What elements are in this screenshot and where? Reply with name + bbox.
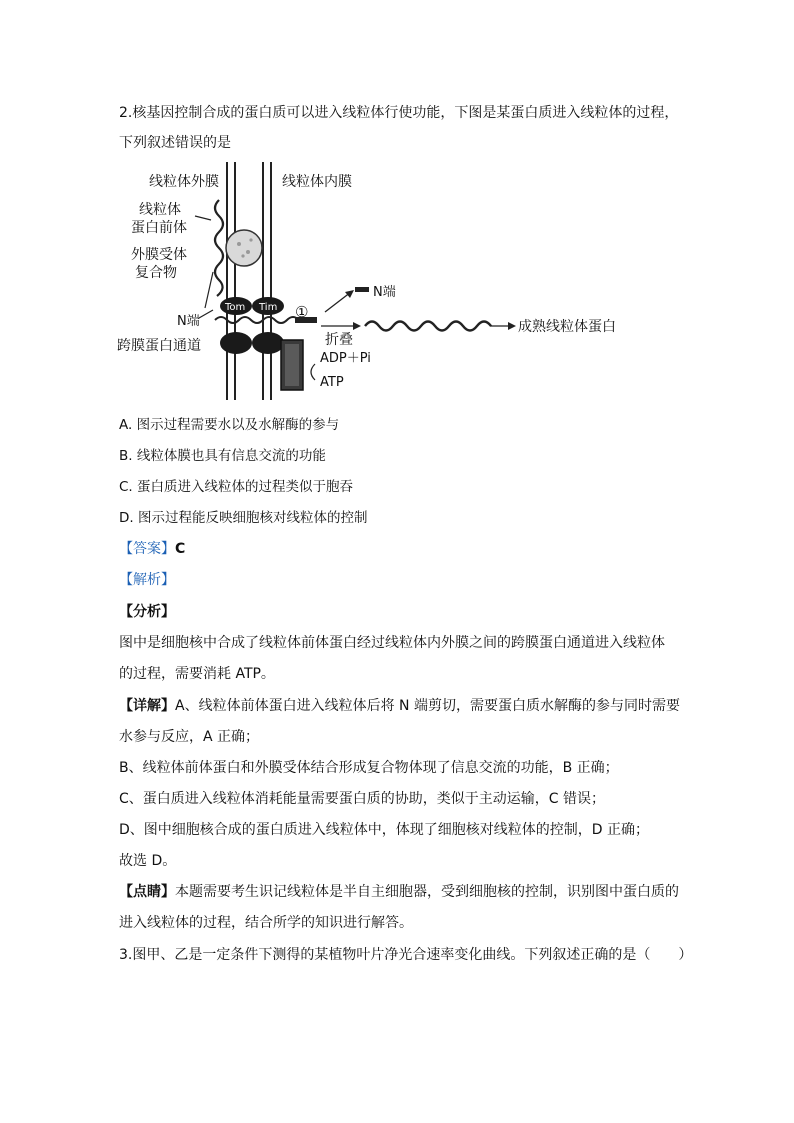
mature-protein — [365, 322, 491, 331]
option-a: A. 图示过程需要水以及水解酶的参与 — [119, 417, 340, 433]
dianjing-row1 — [119, 883, 679, 901]
atp-label: ATP — [320, 375, 344, 390]
channel-inner-blob — [252, 332, 284, 354]
option-c: C. 蛋白质进入线粒体的过程类似于胞吞 — [119, 479, 354, 495]
q2-stem-line1: 2.核基因控制合成的蛋白质可以进入线粒体行使功能，下图是某蛋白质进入线粒体的过程， — [119, 105, 679, 121]
answer-value: C — [175, 541, 186, 557]
tim-label: Tim — [259, 302, 278, 313]
n-end-right-label: N端 — [373, 285, 396, 300]
channel-label: 跨膜蛋白通道 — [117, 338, 201, 354]
fold-label: 折叠 — [325, 332, 353, 348]
detail-line3: B、线粒体前体蛋白和外膜受体结合形成复合物体现了信息交流的功能，B 正确； — [119, 760, 619, 776]
inner-membrane-label: 线粒体内膜 — [282, 174, 352, 190]
answer-tag: 【答案】 — [119, 541, 175, 557]
detail-line4: C、蛋白质进入线粒体消耗能量需要蛋白质的协助，类似于主动运输，C 错误； — [119, 791, 605, 807]
detail-tag: 【详解】 — [119, 698, 175, 714]
tom-label: Tom — [225, 302, 246, 313]
analysis-tag: 【解析】 — [119, 572, 175, 588]
mitochondria-import-figure — [115, 160, 616, 405]
receptor-label-2: 复合物 — [135, 265, 177, 281]
answer-row — [119, 540, 185, 558]
detail-line5: D、图中细胞核合成的蛋白质进入线粒体中，体现了细胞核对线粒体的控制，D 正确； — [119, 822, 650, 838]
detail-line6: 故选 D。 — [119, 853, 177, 869]
outer-membrane-label: 线粒体外膜 — [149, 174, 219, 190]
fenxi-line2: 的过程，需要消耗 ATP。 — [119, 666, 275, 682]
fenxi-line1: 图中是细胞核中合成了线粒体前体蛋白经过线粒体内外膜之间的跨膜蛋白通道进入线粒体 — [119, 635, 665, 651]
q2-stem-line2: 下列叙述错误的是 — [119, 135, 231, 151]
detail-row1 — [119, 697, 680, 715]
option-b: B. 线粒体膜也具有信息交流的功能 — [119, 448, 326, 464]
q3-stem: 3.图甲、乙是一定条件下测得的某植物叶片净光合速率变化曲线。下列叙述正确的是（ ） — [119, 947, 693, 963]
precursor-label-2: 蛋白前体 — [131, 220, 187, 236]
fenxi-tag: 【分析】 — [119, 604, 175, 620]
n-end-left-label: N端 — [177, 314, 200, 329]
receptor-complex — [226, 230, 262, 266]
channel-outer-blob — [220, 332, 252, 354]
outer-membrane — [227, 162, 235, 400]
receptor-label-1: 外膜受体 — [131, 247, 187, 263]
option-d: D. 图示过程能反映细胞核对线粒体的控制 — [119, 510, 368, 526]
step-one-label: ① — [295, 303, 309, 321]
inner-membrane — [263, 162, 271, 400]
dianjing-tag: 【点睛】 — [119, 884, 175, 900]
adp-label: ADP＋Pi — [320, 351, 371, 366]
precursor-protein — [215, 200, 223, 296]
precursor-label-1: 线粒体 — [139, 202, 181, 218]
detail-line2: 水参与反应，A 正确； — [119, 729, 260, 745]
dianjing-line1: 本题需要考生识记线粒体是半自主细胞器，受到细胞核的控制，识别图中蛋白质的 — [175, 884, 679, 900]
mature-protein-label: 成熟线粒体蛋白 — [518, 319, 616, 335]
detail-line1: A、线粒体前体蛋白进入线粒体后将 N 端剪切，需要蛋白质水解酶的参与同时需要 — [175, 698, 680, 714]
dianjing-line2: 进入线粒体的过程，结合所学的知识进行解答。 — [119, 915, 413, 931]
